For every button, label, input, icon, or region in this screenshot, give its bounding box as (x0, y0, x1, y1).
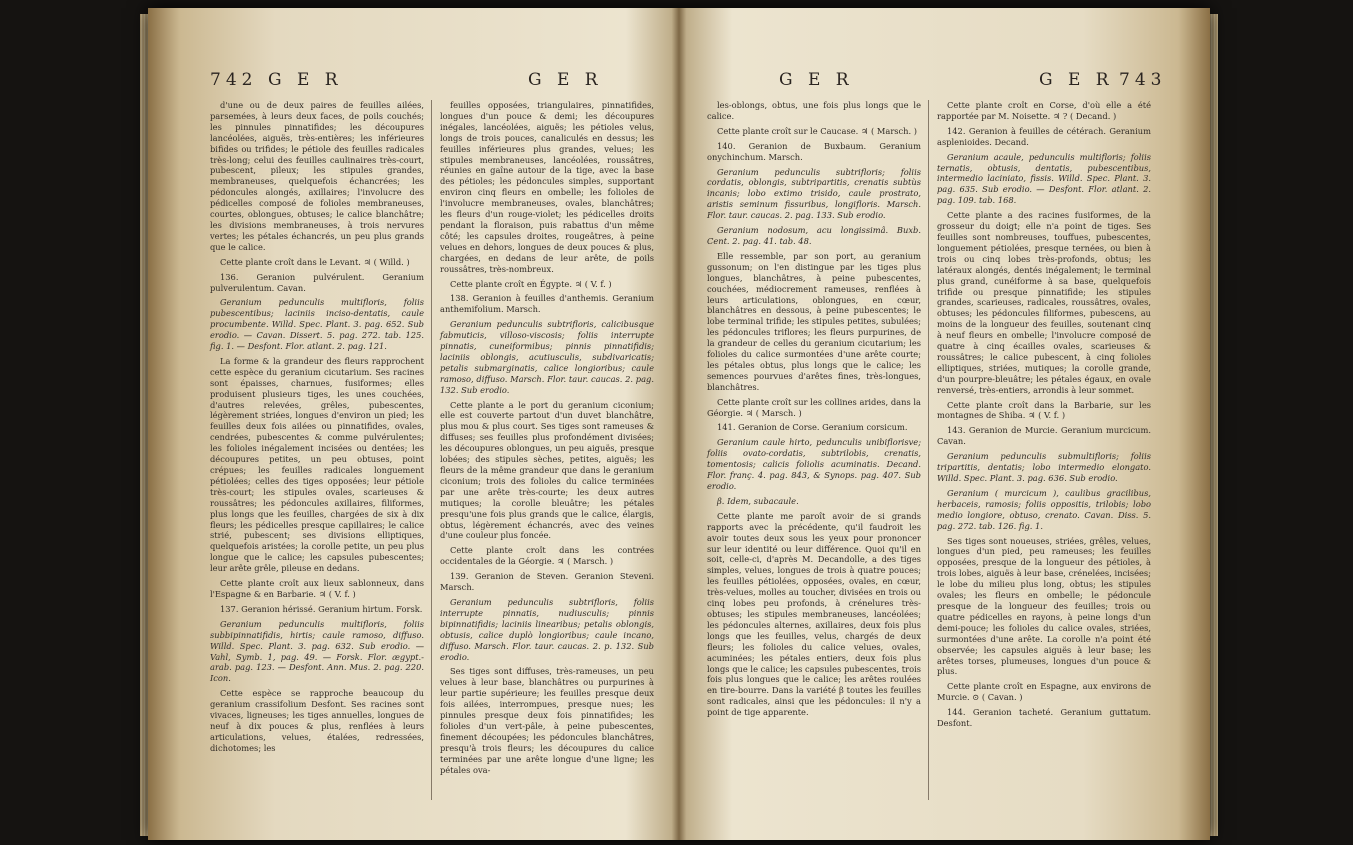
open-book (148, 8, 1210, 840)
right-column-2 (937, 100, 1151, 733)
column-rule (431, 100, 432, 800)
paragraph: Cette plante me paroît avoir de si grands rapports avec la précédente, qu'il faudroit les avoir toutes deux sous les yeux pour prononcer sur leur identité ou leur différence. Quoi qu'il en soit, celle-ci, d'après M. Decandolle, a des tiges simples, velues, longues de trois à quatre pouces; les feuilles pétiolées, opposées, ovales, en cœur, très-velues, molles au toucher, divisées en trois ou cinq lobes peu profonds, à crénelures très-obtuses; les stipules membraneuses, lancéolées; les pédoncules alternes, axillaires, deux fois plus longs que les feuilles, velus, chargés de deux fleurs; les folioles du calice velues, ovales, acuminées; les pétales entiers, deux fois plus longs que le calice; les capsules pubescentes, trois fois plus longues que le calice; les arêtes roulées en tire-bourre. Dans la variété β toutes les feuilles sont radicales, ainsi que les pédoncules: il n'y a point de tige apparente. (707, 510, 921, 718)
entry-heading: 136. Geranion pulvérulent. Geranium pulverulentum. Cavan. (210, 271, 424, 293)
left-page-number: 742 (210, 70, 258, 90)
paragraph: Cette plante croît dans la Barbarie, sur les montagnes de Shiba. ♃ ( V. f. ) (937, 399, 1151, 421)
left-header-left: G E R (268, 70, 343, 90)
paragraph: feuilles opposées, triangulaires, pinnatifides, longues d'un pouce & demi; les découpures inégales, lancéolées, aiguës; les pétioles velus, longs de trois pouces, canaliculés en dessus; les feuilles inférieures plus grandes, velues; les stipules membraneuses, lancéolées, roussâtres, réunies en gaîne autour de la tige, avec la base des pétioles; les pédoncules simples, supportant environ cinq fleurs en ombelle; les folioles de l'involucre membraneuses, ovales, blanchâtres; les fleurs d'un rouge-violet; les pédicelles droits pendant la floraison, puis rabattus d'un même côté; les capsules droites, rougeâtres, à peine velues en dehors, longues de deux pouces & plus, chargées, en dedans de leur arête, de poils roussâtres, très-nombreux. (440, 100, 654, 274)
entry-heading: 138. Geranion à feuilles d'anthemis. Geranium anthemifolium. Marsch. (440, 293, 654, 315)
paragraph: Cette plante a des racines fusiformes, de la grosseur du doigt; elle n'a point de tiges. Ses feuilles sont nombreuses, touffues, pubescentes, longuement pétiolées, presque ternées, ou bien à trois ou cinq lobes très-profonds, obtus; les latéraux alongés, dentés inégalement; le terminal plus grand, cunéiforme à sa base, quelquefois trifide ou presque pinnatifide; les stipules grandes, scarieuses, radicales, roussâtres, ovales, obtuses; les pédoncules filiformes, pubescens, au moins de la longueur des feuilles, soutenant cinq à neuf fleurs en ombelle; l'involucre composé de quatre à cinq écailles ovales, scarieuses & roussâtres; le calice pubescent, à cinq folioles elliptiques, striées, mutiques; la corolle grande, d'un pourpre-bleuâtre; les pétales égaux, en ovale renversé, très-entiers, arrondis à leur sommet. (937, 210, 1151, 395)
latin-description: Geranium pedunculis subtrifloris, foliis interrupte pinnatis, nudiusculis; pinnis bipinnatifidis; laciniis linearibus; petalis oblongis, obtusis, calice duplò longioribus; caule incano, diffuso. Marsch. Flor. taur. caucas. 2. p. 132. Sub erodio. (440, 596, 654, 662)
left-column-2 (440, 100, 654, 779)
entry-heading: 141. Geranion de Corse. Geranium corsicum. (717, 422, 908, 433)
entry-heading: 140. Geranion de Buxbaum. Geranium onychinchum. Marsch. (707, 140, 921, 162)
paragraph: Ses tiges sont noueuses, striées, grêles, velues, longues d'un pied, peu rameuses; les feuilles opposées, presque de la longueur des pétioles, à trois lobes, aiguës à leur base, crénelées, incisées; le lobe du milieu plus long, obtus; les stipules ovales; les fleurs en ombelle; le pédoncule presque de la longueur des feuilles; trois ou quatre pédicelles en rayons, à peine longs d'un demi-pouce; les folioles du calice ovales, striées, surmontées d'une arête. La corolle n'a point été observée; les capsules aiguës à leur base; les arêtes torses, plumeuses, longues d'un pouce & plus. (937, 535, 1151, 677)
left-column-1 (210, 100, 424, 758)
variety: β. Idem, subacaule. (717, 495, 799, 506)
paragraph: Cette plante croît en Corse, d'où elle a été rapportée par M. Noisette. ♃ ? ( Decand. ) (937, 100, 1151, 121)
entry-heading: 137. Geranion hérissé. Geranium hirtum. Forsk. (220, 603, 423, 614)
entry-heading: 144. Geranion tacheté. Geranium guttatum. Desfont. (937, 707, 1151, 729)
latin-description: Geranium caule hirto, pedunculis unibiflorisve; foliis ovato-cordatis, subtrilobis, crenatis, tomentosis; calicis foliolis acuminatis. Decand. Flor. franç. 4. pag. 843, & Synops. pag. 407. Sub erodio. (707, 437, 921, 491)
latin-description: Geranium acaule, pedunculis multifloris; foliis ternatis, obtusis, dentatis, pubescentibus, intermedio laciniato, fissis. Willd. Spec. Plant. 3. pag. 635. Sub erodio. — Desfont. Flor. atlant. 2. pag. 109. tab. 168. (937, 151, 1151, 206)
entry-heading: 143. Geranion de Murcie. Geranium murcicum. Cavan. (937, 425, 1151, 447)
latin-description: Geranium pedunculis multifloris, foliis subbipinnatifidis, hirtis; caule ramoso, diffuso. Willd. Spec. Plant. 3. pag. 632. Sub erodio. — Vahl, Symb. 1, pag. 49. — Forsk. Flor. ægypt.-arab. pag. 123. — Desfont. Ann. Mus. 2. pag. 220. Icon. (210, 618, 424, 684)
latin-description: Geranium pedunculis subtrifloris, calicibusque fabmuticis, villoso-viscosis; foliis interrupte pinnatis, cuneiformibus; pinnis pinnatifidis; laciniis oblongis, acutiusculis, subdivaricatis; petalis submarginatis, calice longioribus; caule ramoso, diffuso. Marsch. Flor. taur. caucas. 2. pag. 132. Sub erodio. (440, 319, 654, 395)
paragraph: Ses tiges sont diffuses, très-rameuses, un peu velues à leur base, blanchâtres ou purpurines à leur partie supérieure; les feuilles presque deux fois ailées, interrompues, presque nues; les pinnules presque deux fois pinnatifides; les folioles d'un vert-pâle, à peine pubescentes, finement découpées; les pédoncules blanchâtres, presqu'à trois fleurs; les découpures du calice terminées par une arête longue d'une ligne; les pétales ova- (440, 666, 654, 775)
paragraph: Cette plante croît dans les contrées occidentales de la Géorgie. ♃ ( Marsch. ) (440, 545, 654, 567)
left-page (148, 8, 679, 840)
latin-description: Geranium ( murcicum ), caulibus gracilibus, herbaceis, ramosis; foliis oppositis, trilobis; lobo medio longiore, obtuso, crenato. Cavan. Diss. 5. pag. 272. tab. 126. fig. 1. (937, 487, 1151, 531)
right-page-number: 743 (1119, 70, 1167, 90)
latin-description: Geranium pedunculis submultifloris; foliis tripartitis, dentatis; lobo intermedio elongato. Willd. Spec. Plant. 3. pag. 636. Sub erodio. (937, 451, 1151, 483)
paragraph: Cette plante croît sur le Caucase. ♃ ( Marsch. ) (717, 125, 918, 136)
entry-heading: 139. Geranion de Steven. Geranion Steveni. Marsch. (440, 571, 654, 593)
paragraph: Cette plante croît dans le Levant. ♃ ( Willd. ) (220, 256, 410, 267)
paragraph: Cette plante croît sur les collines arides, dans la Géorgie. ♃ ( Marsch. ) (707, 396, 921, 418)
paragraph: Cette espèce se rapproche beaucoup du geranium crassifolium Desfont. Ses racines sont vivaces, ligneuses; les tiges annuelles, longues de neuf à dix pouces & plus, renflées à leurs articulations, velues, étalées, redressées, dichotomes; les (210, 688, 424, 753)
entry-heading: 142. Geranion à feuilles de cétérach. Geranium asplenioides. Decand. (937, 125, 1151, 147)
right-page (679, 8, 1210, 840)
paragraph: Cette plante a le port du geranium ciconium; elle est couverte partout d'un duvet blanchâtre, plus mou & plus court. Ses tiges sont rameuses & diffuses; ses feuilles plus profondément divisées; les découpures oblongues, un peu aiguës, presque lobées; des stipules sèches, petites, aiguës; les fleurs de la même grandeur que dans le geranium ciconium; trois des folioles du calice terminées par une arête très-courte; les deux autres mutiques; la corolle bleuâtre; les pétales presqu'une fois plus grands que le calice, élargis, obtus, légèrement échancrés, avec des veines d'une couleur plus foncée. (440, 399, 654, 541)
synonym: Geranium nodosum, acu longissimâ. Buxb. Cent. 2. pag. 41. tab. 48. (707, 225, 921, 246)
right-header-left: G E R (779, 70, 854, 90)
paragraph: Cette plante croît aux lieux sablonneux, dans l'Espagne & en Barbarie. ♃ ( V. f. ) (210, 578, 424, 599)
right-header-right: G E R (1039, 70, 1114, 90)
paragraph: les-oblongs, obtus, une fois plus longs que le calice. (707, 100, 921, 121)
right-column-1 (707, 100, 921, 722)
paragraph: d'une ou de deux paires de feuilles ailées, parsemées, à leurs deux faces, de poils couchés; les pinnules pinnatifides; les découpures lancéolées, aiguës, très-entières; les inférieures bifides ou trifides; le pétiole des feuilles radicales très-long; celui des feuilles caulinaires très-court, pubescent, pileux; les stipules grandes, membraneuses, quelquefois échancrées; les pédoncules alongés, axillaires; l'involucre des pédicelles composé de folioles membraneuses, courtes, oblongues, obtuses; le calice blanchâtre; les divisions membraneuses, à trois nervures vertes; les pétales échancrés, un peu plus grands que le calice. (210, 100, 424, 252)
paragraph: Cette plante croît en Égypte. ♃ ( V. f. ) (450, 278, 612, 289)
paragraph: Elle ressemble, par son port, au geranium gussonum; on l'en distingue par les tiges plus longues, blanchâtres, à peine pubescentes, couchées, médiocrement rameuses, renflées à leurs articulations, oblongues, en cœur, blanchâtres en dessous, à peine pubescentes; le lobe terminal trifide; les stipules petites, subulées; les pédoncules triflores; les fleurs purpurines, de la grandeur de celles du geranium cicutarium; les folioles du calice surmontées d'une arête courte; les pétales obtus, plus longs que le calice; les semences pourvues d'arêtes fines, très-longues, blanchâtres. (707, 250, 921, 392)
latin-description: Geranium pedunculis multifloris, foliis pubescentibus; laciniis inciso-dentatis, caule procumbente. Willd. Spec. Plant. 3. pag. 652. Sub erodio. — Cavan. Dissert. 5. pag. 272. tab. 125. fig. 1. — Desfont. Flor. atlant. 2. pag. 121. (210, 297, 424, 352)
paragraph: Cette plante croît en Espagne, aux environs de Murcie. ⊙ ( Cavan. ) (937, 681, 1151, 703)
left-header-right: G E R (528, 70, 603, 90)
paragraph: La forme & la grandeur des fleurs rapprochent cette espèce du geranium cicutarium. Ses racines sont épaisses, charnues, fusiformes; elles produisent plusieurs tiges, les unes couchées, d'autres relevées, grêles, pubescentes, légèrement striées, longues d'environ un pied; les feuilles deux fois ailées ou pinnatifides, ovales, cendrées, pubescentes & comme pulvérulentes; les folioles inégalement incisées ou dentées; les découpures petites, un peu obtuses, point crépues; les feuilles radicales longuement pétiolées; celles des tiges opposées; leur pétiole très-court; les stipules ovales, scarieuses & roussâtres; les pédoncules axillaires, filiformes, plus longs que les feuilles, chargées de six à dix fleurs; les pédicelles presque capillaires; le calice strié, pubescent; ses divisions elliptiques, quelquefois aristées; la corolle petite, un peu plus longue que le calice; les capsules pubescentes; leur arête grêle, pileuse en dedans. (210, 355, 424, 574)
column-rule (928, 100, 929, 800)
latin-description: Geranium pedunculis subtrifloris; foliis cordatis, oblongis, subtripartitis, crenatis subtùs incanis; lobo extimo trisido, caule prostrato, aristis seminum fissuribus, longifloris. Marsch. Flor. taur. caucas. 2. pag. 133. Sub erodio. (707, 166, 921, 221)
